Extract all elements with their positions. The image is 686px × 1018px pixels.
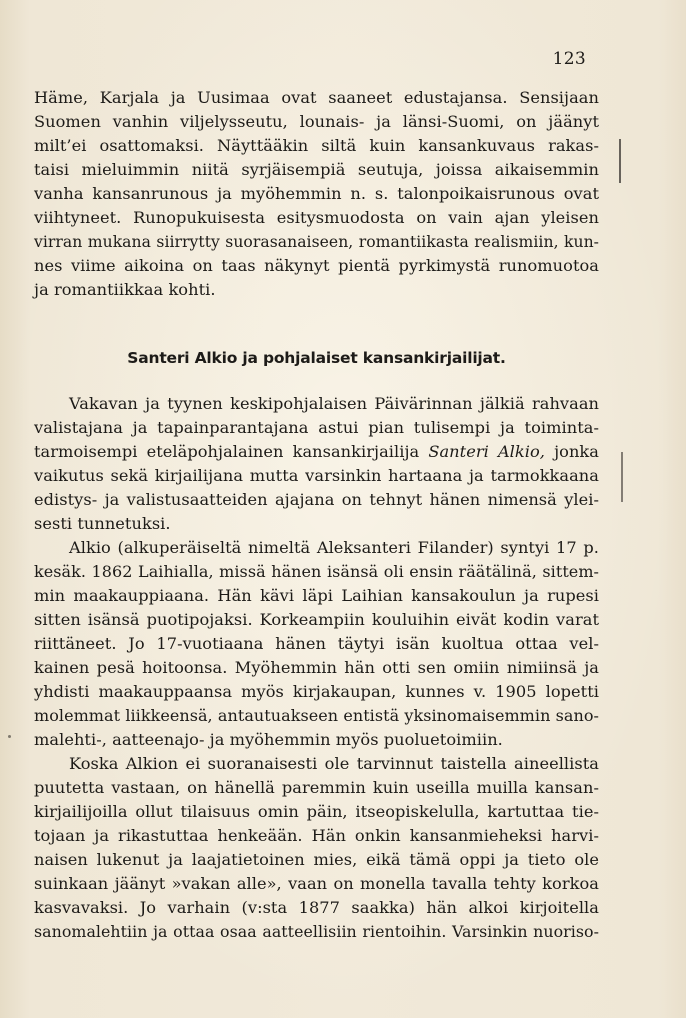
paragraph-3-line-8: molemmat liikkeensä, antautuakseen entistä yksinomaisemmin sano-: [34, 706, 599, 725]
paragraph-4-line-5: naisen lukenut ja laajatietoinen mies, eikä tämä oppi ja tieto ole: [34, 850, 599, 869]
paragraph-1-line-8: nes viime aikoina on taas näkynyt pientä pyrkimystä runomuotoa: [34, 256, 599, 275]
paragraph-2-line-5: edistys- ja valistusaatteiden ajajana on tehnyt hänen nimensä ylei-: [34, 490, 599, 509]
paragraph-1-line-5: vanha kansanrunous ja myöhemmin n. s. talonpoikaisrunous ovat: [34, 184, 599, 203]
paragraph-2-line-6: sesti tunnetuksi.: [34, 514, 171, 533]
paragraph-1-line-3: milt’ei osattomaksi. Näyttääkin siltä kuin kansankuvaus rakas-: [34, 136, 599, 155]
margin-mark-top: [619, 139, 621, 183]
paragraph-3-line-5: riittäneet. Jo 17-vuotiaana hänen täytyi isän kuoltua ottaa vel-: [34, 634, 599, 653]
paragraph-2-line-3-end: jonka: [545, 442, 599, 461]
paragraph-1-line-9: ja romantiikkaa kohti.: [34, 280, 216, 299]
paragraph-4-line-3: kirjailijoilla ollut tilaisuus omin päin, itseopiskelulla, kartuttaa tie-: [34, 802, 599, 821]
paragraph-4-line-7: kasvavaksi. Jo varhain (v:sta 1877 saakka) hän alkoi kirjoitella: [34, 898, 599, 917]
paragraph-1-line-6: viihtyneet. Runopukuisesta esitysmuodosta on vain ajan yleisen: [34, 208, 599, 227]
paragraph-1-line-1: Häme, Karjala ja Uusimaa ovat saaneet edustajansa. Sensijaan: [34, 88, 599, 107]
paragraph-4-line-8: sanomalehtiin ja ottaa osaa aatteellisiin rientoihin. Varsinkin nuoriso-: [34, 922, 599, 941]
paragraph-2-line-3: [34, 440, 599, 464]
margin-mark-middle: [621, 452, 623, 502]
paragraph-4-line-1: Koska Alkion ei suoranaisesti ole tarvinnut taistella aineellista: [69, 754, 599, 773]
paragraph-3-line-4: sitten isänsä puotipojaksi. Korkeampiin kouluihin eivät kodin varat: [34, 610, 599, 629]
paragraph-2-line-4: vaikutus sekä kirjailijana mutta varsinkin hartaana ja tarmokkaana: [34, 466, 599, 485]
margin-dot: [8, 735, 11, 738]
author-name: Santeri Alkio,: [428, 442, 545, 461]
paragraph-2-line-3-start: tarmoisempi eteläpohjalainen kansankirjailija: [34, 442, 429, 461]
paragraph-3-line-1: Alkio (alkuperäiseltä nimeltä Aleksanteri Filander) syntyi 17 p.: [69, 538, 599, 557]
paragraph-3-line-6: kainen pesä hoitoonsa. Myöhemmin hän otti sen omiin nimiinsä ja: [34, 658, 599, 677]
section-heading: Santeri Alkio ja pohjalaiset kansankirjailijat.: [127, 349, 506, 367]
paragraph-1-line-4: taisi mieluimmin niitä syrjäisempiä seutuja, joissa aikaisemmin: [34, 160, 599, 179]
paragraph-3-line-7: yhdisti maakauppaansa myös kirjakaupan, kunnes v. 1905 lopetti: [34, 682, 599, 701]
paragraph-3-line-2: kesäk. 1862 Laihialla, missä hänen isänsä oli ensin räätälinä, sittem-: [34, 562, 599, 581]
paragraph-3-line-3: min maakauppiaana. Hän kävi läpi Laihian kansakoulun ja rupesi: [34, 586, 599, 605]
paragraph-2-line-2: valistajana ja tapainparantajana astui pian tulisempi ja toiminta-: [34, 418, 599, 437]
page-number: 123: [552, 49, 586, 69]
paragraph-4-line-4: tojaan ja rikastuttaa henkeään. Hän onkin kansanmieheksi harvi-: [34, 826, 599, 845]
paragraph-4-line-2: puutetta vastaan, on hänellä paremmin kuin useilla muilla kansan-: [34, 778, 599, 797]
paragraph-2-line-1: Vakavan ja tyynen keskipohjalaisen Päivärinnan jälkiä rahvaan: [69, 394, 599, 413]
paragraph-1-line-7: virran mukana siirrytty suorasanaiseen, romantiikasta realismiin, kun-: [34, 233, 599, 251]
paragraph-3-line-9: malehti-, aatteenajo- ja myöhemmin myös puoluetoimiin.: [34, 730, 503, 749]
paragraph-4-line-6: suinkaan jäänyt »vakan alle», vaan on monella tavalla tehty korkoa: [34, 874, 599, 893]
paragraph-1-line-2: Suomen vanhin viljelysseutu, lounais- ja länsi-Suomi, on jäänyt: [34, 112, 599, 131]
